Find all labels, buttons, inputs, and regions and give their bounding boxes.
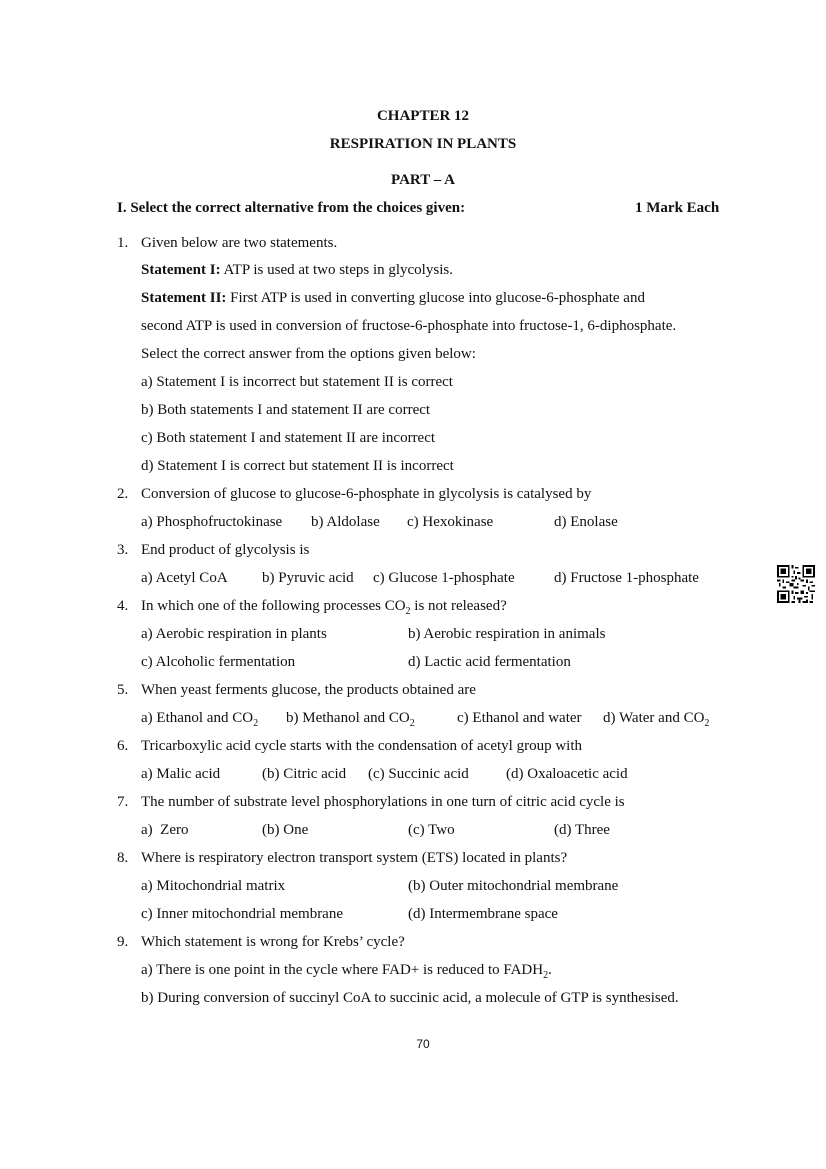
option-a	[141, 962, 552, 981]
statement-2-text: First ATP is used in converting glucose into glucose-6-phosphate and	[226, 290, 645, 306]
option-a: a) Mitochondrial matrix	[141, 878, 286, 894]
option-a: a) Aerobic respiration in plants	[141, 626, 327, 642]
option-c: c) Alcoholic fermentation	[141, 654, 296, 670]
question-number: 1.	[117, 235, 129, 251]
question-text: Conversion of glucose to glucose-6-phosphate in glycolysis is catalysed by	[141, 486, 592, 502]
subscript: 2	[253, 718, 259, 729]
option-b: b) During conversion of succinyl CoA to succinic acid, a molecule of GTP is synthesised.	[141, 990, 679, 1006]
question-text: The number of substrate level phosphorylations in one turn of citric acid cycle is	[141, 794, 625, 810]
option-a-end: .	[548, 962, 552, 978]
question-number: 7.	[117, 794, 129, 810]
statement-2-label: Statement II:	[141, 290, 227, 306]
question-number: 2.	[117, 486, 129, 502]
option-c: c) Inner mitochondrial membrane	[141, 906, 344, 922]
option-b	[286, 710, 415, 729]
statement-2-continued: second ATP is used in conversion of fructose-6-phosphate into fructose-1, 6-diphosphate.	[141, 318, 677, 334]
statement-1-label: Statement I:	[141, 262, 221, 278]
option-b: (b) Outer mitochondrial membrane	[408, 878, 619, 894]
subscript: 2	[409, 718, 415, 729]
chapter-title: RESPIRATION IN PLANTS	[329, 136, 517, 152]
marks-label: 1 Mark Each	[635, 200, 720, 216]
option-c: c) Both statement I and statement II are incorrect	[141, 430, 436, 446]
chapter-number: CHAPTER 12	[376, 108, 470, 124]
option-d: (d) Oxaloacetic acid	[506, 766, 628, 782]
option-a	[141, 710, 258, 729]
question-text: End product of glycolysis is	[141, 542, 310, 558]
question-text: Given below are two statements.	[141, 235, 338, 251]
select-instruction: Select the correct answer from the options given below:	[141, 346, 476, 362]
option-d: d) Enolase	[554, 514, 618, 530]
option-d: d) Lactic acid fermentation	[408, 654, 571, 670]
statement-2	[141, 290, 645, 307]
question-number: 6.	[117, 738, 129, 754]
question-text: Where is respiratory electron transport system (ETS) located in plants?	[141, 850, 568, 866]
question-text: Tricarboxylic acid cycle starts with the condensation of acetyl group with	[141, 738, 582, 754]
option-a: a) Zero	[141, 822, 189, 838]
option-a-text: a) There is one point in the cycle where FAD+ is reduced to FADH	[141, 962, 544, 978]
option-b: (b) One	[262, 822, 309, 838]
option-d: d) Fructose 1-phosphate	[554, 570, 699, 586]
question-text: Which statement is wrong for Krebs’ cycle?	[141, 934, 405, 950]
option-b-text: b) Methanol and CO	[286, 710, 410, 726]
option-a-text: a) Ethanol and CO	[141, 710, 254, 726]
subscript: 2	[543, 970, 549, 981]
question-number: 9.	[117, 934, 129, 950]
option-b: b) Pyruvic acid	[262, 570, 354, 586]
option-b: (b) Citric acid	[262, 766, 347, 782]
option-c: (c) Two	[408, 822, 455, 838]
option-d	[603, 710, 709, 729]
option-a: a) Acetyl CoA	[141, 570, 228, 586]
question-text-end: is not released?	[410, 598, 507, 614]
option-d: (d) Intermembrane space	[408, 906, 558, 922]
subscript: 2	[405, 606, 411, 617]
option-a: a) Statement I is incorrect but statement II is correct	[141, 374, 453, 390]
question-number: 4.	[117, 598, 129, 614]
option-b: b) Aldolase	[311, 514, 380, 530]
option-c: (c) Succinic acid	[368, 766, 469, 782]
option-b: b) Both statements I and statement II are correct	[141, 402, 431, 418]
option-d-text: d) Water and CO	[603, 710, 705, 726]
question-number: 3.	[117, 542, 129, 558]
section-instruction: I. Select the correct alternative from the choices given:	[117, 200, 466, 216]
qr-code-icon	[777, 565, 815, 603]
question-text-start: In which one of the following processes CO	[141, 598, 406, 614]
question-number: 8.	[117, 850, 129, 866]
option-d: d) Statement I is correct but statement II is incorrect	[141, 458, 454, 474]
part-heading: PART – A	[391, 172, 455, 188]
option-a: a) Malic acid	[141, 766, 221, 782]
question-text: When yeast ferments glucose, the products obtained are	[141, 682, 476, 698]
page-number: 70	[416, 1037, 430, 1051]
option-a: a) Phosphofructokinase	[141, 514, 283, 530]
statement-1-text: ATP is used at two steps in glycolysis.	[220, 262, 453, 278]
option-d: (d) Three	[554, 822, 610, 838]
option-c: c) Hexokinase	[407, 514, 494, 530]
option-c: c) Ethanol and water	[457, 710, 582, 726]
question-text	[141, 598, 507, 617]
question-number: 5.	[117, 682, 129, 698]
subscript: 2	[704, 718, 710, 729]
option-b: b) Aerobic respiration in animals	[408, 626, 606, 642]
statement-1	[141, 262, 453, 279]
option-c: c) Glucose 1-phosphate	[373, 570, 515, 586]
